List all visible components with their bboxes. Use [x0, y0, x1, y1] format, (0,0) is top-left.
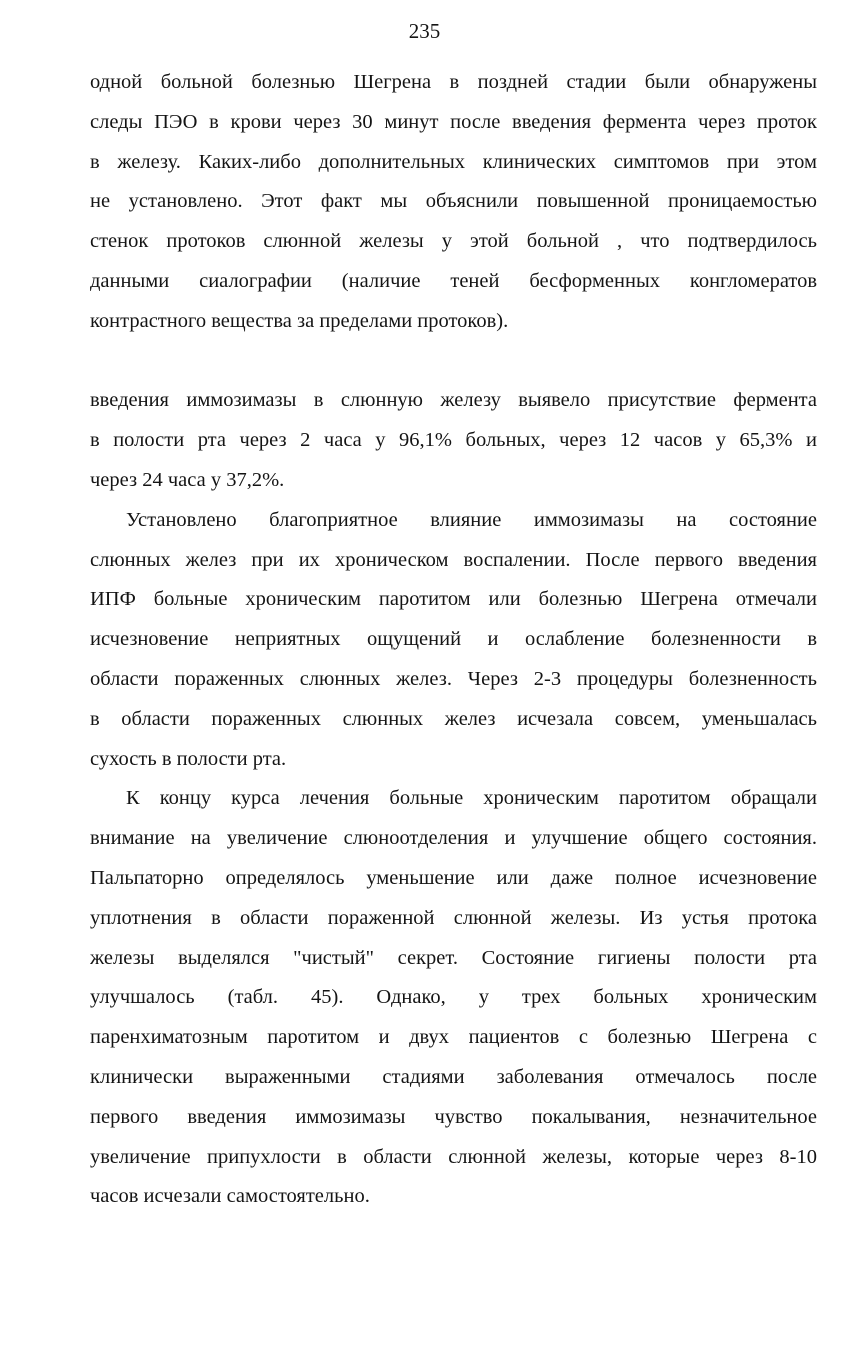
paragraph-3 — [90, 501, 817, 780]
text-line: в железу. Каких-либо дополнительных клинических симптомов при этом — [90, 150, 817, 173]
text-line: паренхиматозным паротитом и двух пациентов с болезнью Шегрена с — [90, 1026, 817, 1049]
text-line: контрастного вещества за пределами протоков). — [90, 309, 509, 332]
text-line: следы ПЭО в крови через 30 минут после введения фермента через проток — [90, 110, 817, 133]
text-line: сухость в полости рта. — [90, 747, 287, 770]
text-line: одной больной болезнью Шегрена в поздней стадии были обнаружены — [90, 71, 817, 93]
text-line — [90, 501, 817, 541]
text-line: часов исчезали самостоятельно. — [90, 1185, 370, 1208]
text-line — [90, 342, 817, 382]
text-line: не установлено. Этот факт мы объяснили повышенной проницаемостью — [90, 190, 817, 213]
paragraph-4 — [90, 779, 817, 1217]
text-line: введения иммозимазы в слюнную железу выявело присутствие фермента — [90, 389, 817, 412]
text-line: данными сиалографии (наличие теней бесформенных конгломератов — [90, 269, 817, 292]
text-line: в полости рта через 2 часа у 96,1% больных, через 12 часов у 65,3% и — [90, 429, 817, 452]
first-line-text: К концу курса лечения больные хроническим паротитом обращали — [126, 787, 817, 810]
text-line: области пораженных слюнных желез. Через 2-3 процедуры болезненность — [90, 667, 817, 690]
paragraph-1 — [90, 63, 817, 342]
text-line: в области пораженных слюнных желез исчезала совсем, уменьшалась — [90, 707, 817, 730]
text-line: железы выделялся "чистый" секрет. Состояние гигиены полости рта — [90, 946, 817, 969]
first-line-text: Установлено благоприятное влияние иммозимазы на состояние — [126, 508, 817, 531]
text-line: уплотнения в области пораженной слюнной железы. Из устья протока — [90, 906, 817, 929]
text-line: первого введения иммозимазы чувство покалывания, незначительное — [90, 1105, 817, 1128]
text-line: исчезновение неприятных ощущений и ослабление болезненности в — [90, 628, 817, 651]
text-line: улучшалось (табл. 45). Однако, у трех больных хроническим — [90, 986, 817, 1009]
text-line — [90, 779, 817, 819]
text-line: Пальпаторно определялось уменьшение или даже полное исчезновение — [90, 866, 817, 889]
text-line: через 24 часа у 37,2%. — [90, 468, 285, 491]
body-text — [90, 63, 817, 1217]
text-line: стенок протоков слюнной железы у этой больной , что подтвердилось — [90, 230, 817, 253]
text-line: слюнных желез при их хроническом воспалении. После первого введения — [90, 548, 817, 571]
page-number: 235 — [408, 19, 441, 43]
text-line: внимание на увеличение слюноотделения и улучшение общего состояния. — [90, 827, 817, 850]
paragraph-2 — [90, 342, 817, 501]
text-line: клинически выраженными стадиями заболевания отмечалось после — [90, 1065, 817, 1088]
text-line: увеличение припухлости в области слюнной железы, которые через 8-10 — [90, 1145, 817, 1168]
text-line: ИПФ больные хроническим паротитом или болезнью Шегрена отмечали — [90, 588, 817, 611]
